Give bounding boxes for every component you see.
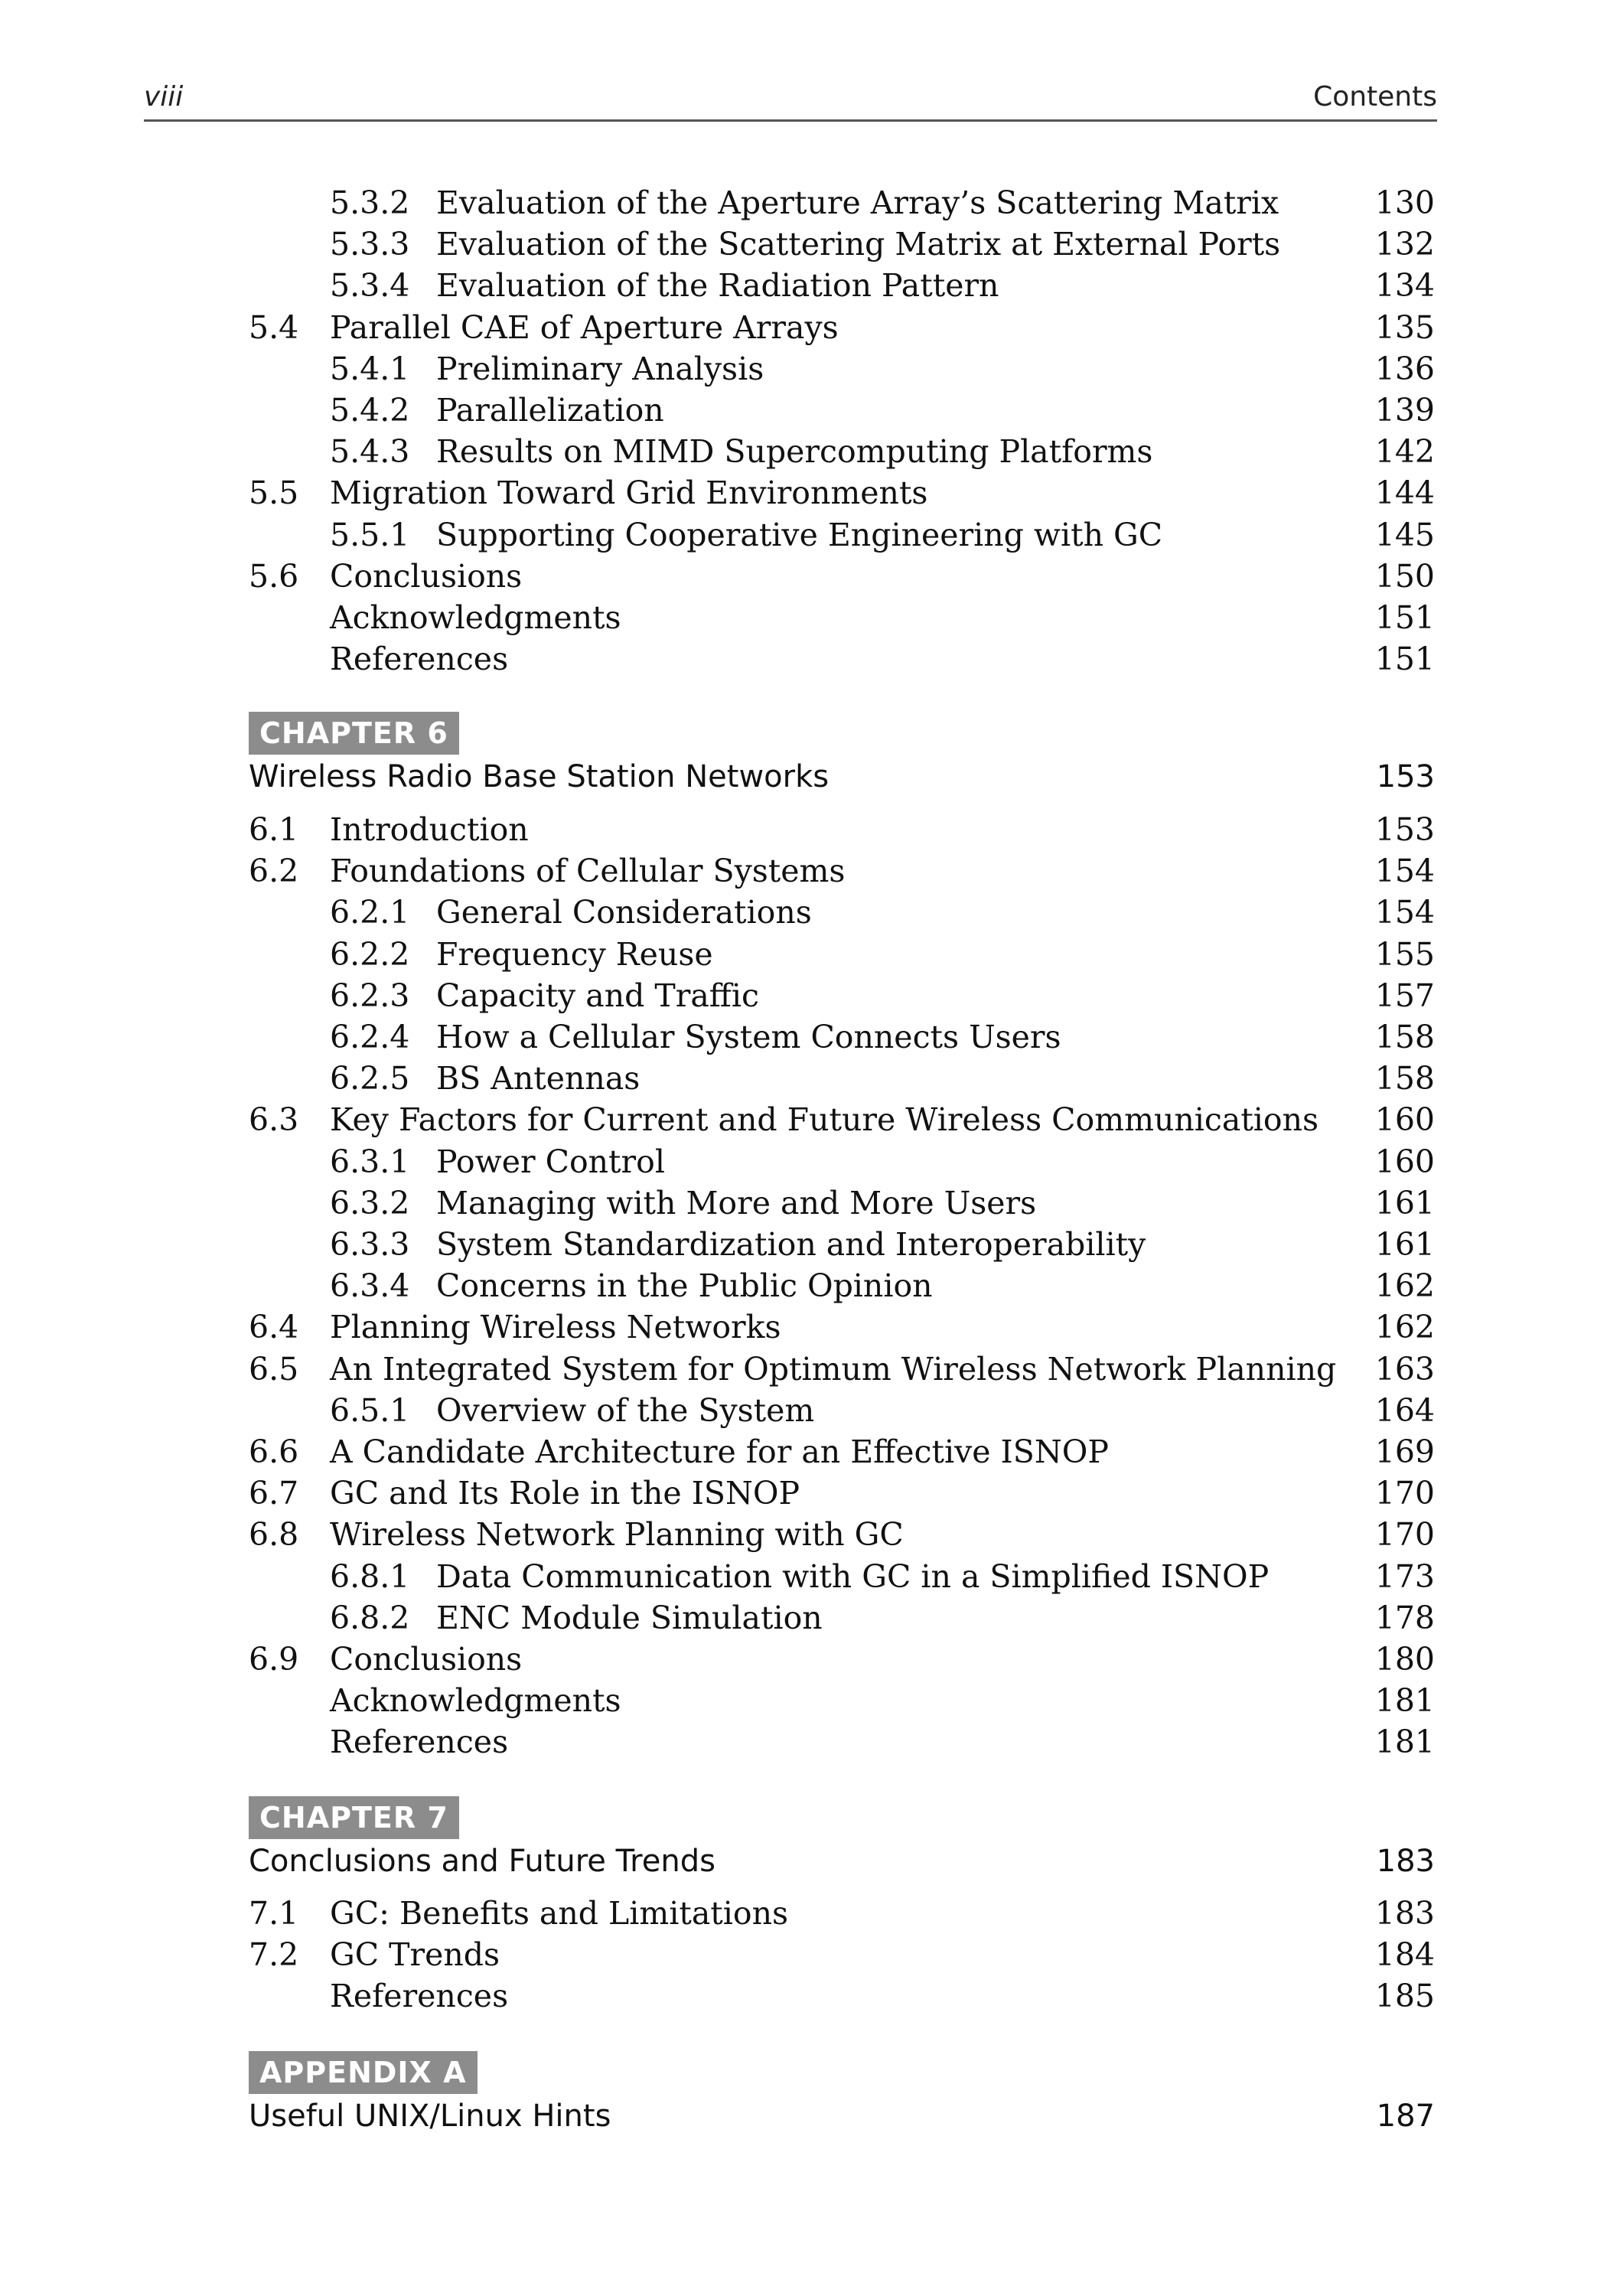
- toc-entry[interactable]: [249, 809, 1435, 850]
- toc-entry[interactable]: [249, 1556, 1435, 1597]
- toc-entry[interactable]: [249, 431, 1435, 472]
- section-number: 6.6: [249, 1433, 299, 1470]
- chapter-title-text: Conclusions and Future Trends: [249, 1844, 715, 1879]
- section-title: Migration Toward Grid Environments: [330, 475, 928, 512]
- section-title: Data Communication with GC in a Simplified ISNOP: [436, 1557, 1270, 1595]
- chapter-6-title[interactable]: [249, 755, 1435, 798]
- section-title: Supporting Cooperative Engineering with GC: [436, 516, 1163, 553]
- toc-entry[interactable]: [249, 556, 1435, 597]
- page-number: 145: [1374, 516, 1435, 553]
- section-number: 6.2: [249, 853, 299, 890]
- section-title: GC and Its Role in the ISNOP: [330, 1475, 800, 1512]
- section-number: 6.5: [249, 1350, 299, 1388]
- section-title: Planning Wireless Networks: [330, 1309, 781, 1346]
- toc-entry[interactable]: [249, 182, 1435, 223]
- page-number: 162: [1374, 1267, 1435, 1305]
- section-number: 5.6: [249, 557, 299, 595]
- toc-entry[interactable]: [249, 1514, 1435, 1555]
- page-number: 151: [1374, 641, 1435, 678]
- section-title: GC: Benefits and Limitations: [330, 1895, 789, 1932]
- toc-entry[interactable]: [249, 1893, 1435, 1934]
- page-number: 142: [1374, 433, 1435, 471]
- section-number: 6.2.3: [330, 977, 410, 1014]
- toc-entry[interactable]: [249, 1349, 1435, 1390]
- page-number: 185: [1374, 1978, 1435, 2015]
- page-number: 144: [1374, 475, 1435, 512]
- toc-entry[interactable]: [249, 348, 1435, 390]
- section-number: 6.3.1: [330, 1143, 410, 1180]
- section-number: 5.3.2: [330, 184, 410, 221]
- section-number: 5.4.2: [330, 392, 410, 429]
- page-number: 134: [1374, 267, 1435, 305]
- toc-entry[interactable]: [249, 638, 1435, 680]
- page-number: 164: [1374, 1391, 1435, 1429]
- page-number: 158: [1374, 1019, 1435, 1055]
- section-number: 5.3.4: [330, 267, 410, 305]
- section-title: An Integrated System for Optimum Wireless Network Planning: [330, 1350, 1337, 1388]
- section-number: 6.5.1: [330, 1391, 410, 1429]
- section-number: 5.5: [249, 475, 299, 512]
- chapter-7-title[interactable]: [249, 1840, 1435, 1883]
- section-title: Introduction: [330, 811, 529, 848]
- section-title: General Considerations: [436, 894, 812, 931]
- section-number: 6.2.1: [330, 894, 410, 931]
- page-number: 154: [1374, 894, 1435, 931]
- page-number: 130: [1374, 184, 1435, 221]
- section-title: GC Trends: [330, 1936, 500, 1974]
- toc-entry[interactable]: [249, 850, 1435, 892]
- page-number: 132: [1374, 226, 1435, 263]
- section-title: Frequency Reuse: [436, 935, 713, 973]
- running-head: [144, 81, 1437, 122]
- toc-entry[interactable]: [249, 1016, 1435, 1058]
- section-title: Key Factors for Current and Future Wireless Communications: [330, 1101, 1319, 1139]
- toc-entry[interactable]: [249, 1473, 1435, 1514]
- section-number: 6.3.2: [330, 1184, 410, 1221]
- section-number: 5.4.1: [330, 350, 410, 387]
- section-title: Concerns in the Public Opinion: [436, 1267, 933, 1305]
- section-title: Wireless Network Planning with GC: [330, 1516, 904, 1554]
- section-title: Acknowledgments: [330, 1682, 621, 1720]
- section-number: 6.4: [249, 1309, 299, 1346]
- toc-entry[interactable]: [249, 1224, 1435, 1265]
- section-number: 5.4.3: [330, 433, 410, 471]
- section-title: References: [330, 641, 509, 678]
- toc-entry[interactable]: [249, 1680, 1435, 1721]
- section-number: 6.8: [249, 1516, 299, 1554]
- page-number: 151: [1374, 599, 1435, 636]
- section-title: ENC Module Simulation: [436, 1599, 823, 1636]
- section-title: System Standardization and Interoperability: [436, 1226, 1146, 1263]
- toc-entry[interactable]: [249, 1597, 1435, 1639]
- section-title: BS Antennas: [436, 1060, 641, 1097]
- toc-entry[interactable]: [249, 472, 1435, 514]
- page-number: 180: [1374, 1641, 1435, 1678]
- toc-entry[interactable]: [249, 390, 1435, 431]
- chapter-7-label: CHAPTER 7: [249, 1796, 459, 1839]
- page-number: 181: [1374, 1724, 1435, 1761]
- chapter-title-text: Useful UNIX/Linux Hints: [249, 2099, 611, 2134]
- page-number: 181: [1374, 1682, 1435, 1720]
- page-number: 135: [1374, 308, 1435, 346]
- section-number: 6.8.2: [330, 1599, 410, 1636]
- section-title: Evaluation of the Scattering Matrix at External Ports: [436, 226, 1281, 263]
- page-number: 161: [1374, 1226, 1435, 1263]
- toc-entry[interactable]: [249, 265, 1435, 306]
- page-number: 158: [1374, 1060, 1435, 1097]
- running-head-title: Contents: [1313, 81, 1437, 113]
- section-number: 6.3.3: [330, 1226, 410, 1263]
- section-title: How a Cellular System Connects Users: [436, 1019, 1061, 1055]
- page-folio: viii: [144, 81, 184, 113]
- page-number: 173: [1374, 1557, 1435, 1595]
- toc-entry[interactable]: [249, 1306, 1435, 1348]
- page-number: 163: [1374, 1350, 1435, 1388]
- chapter-page-number: 183: [1376, 1844, 1435, 1879]
- toc-entry[interactable]: [249, 1721, 1435, 1763]
- page-number: 184: [1374, 1936, 1435, 1974]
- page-number: 170: [1374, 1475, 1435, 1512]
- section-number: 6.2.5: [330, 1060, 410, 1097]
- section-number: 7.2: [249, 1936, 299, 1974]
- section-number: 5.4: [249, 308, 299, 346]
- toc-entry[interactable]: [249, 1182, 1435, 1224]
- page-number: 157: [1374, 977, 1435, 1014]
- chapter-page-number: 153: [1376, 759, 1435, 794]
- section-title: Capacity and Traffic: [436, 977, 759, 1014]
- page-number: 150: [1374, 557, 1435, 595]
- section-number: 6.3: [249, 1101, 299, 1139]
- section-number: 5.3.3: [330, 226, 410, 263]
- toc-entry[interactable]: [249, 1141, 1435, 1182]
- section-title: Conclusions: [330, 1641, 523, 1678]
- section-number: 6.1: [249, 811, 299, 848]
- toc-entry[interactable]: [249, 1639, 1435, 1680]
- toc-entry[interactable]: [249, 307, 1435, 348]
- section-number: 6.9: [249, 1641, 299, 1678]
- section-title: Parallel CAE of Aperture Arrays: [330, 308, 839, 346]
- section-title: Overview of the System: [436, 1391, 815, 1429]
- section-number: 6.2.4: [330, 1019, 410, 1055]
- section-number: 6.2.2: [330, 935, 410, 973]
- chapter-page-number: 187: [1376, 2099, 1435, 2134]
- chapter-title-text: Wireless Radio Base Station Networks: [249, 759, 830, 794]
- section-title: References: [330, 1978, 509, 2015]
- toc-entry[interactable]: [249, 514, 1435, 556]
- section-title: A Candidate Architecture for an Effective ISNOP: [330, 1433, 1109, 1470]
- appendix-a-title[interactable]: [249, 2095, 1435, 2138]
- toc-entry[interactable]: [249, 1390, 1435, 1431]
- section-title: References: [330, 1724, 509, 1761]
- toc-entry[interactable]: [249, 934, 1435, 975]
- page-number: 169: [1374, 1433, 1435, 1470]
- section-title: Parallelization: [436, 392, 664, 429]
- section-title: Managing with More and More Users: [436, 1184, 1037, 1221]
- toc-entry[interactable]: [249, 975, 1435, 1016]
- section-title: Foundations of Cellular Systems: [330, 853, 846, 890]
- section-number: 6.8.1: [330, 1557, 410, 1595]
- section-number: 7.1: [249, 1895, 299, 1932]
- section-number: 5.5.1: [330, 516, 410, 553]
- appendix-a-label: APPENDIX A: [249, 2051, 478, 2094]
- section-title: Conclusions: [330, 557, 523, 595]
- page-number: 160: [1374, 1143, 1435, 1180]
- section-title: Evaluation of the Aperture Array’s Scattering Matrix: [436, 184, 1279, 221]
- page-number: 161: [1374, 1184, 1435, 1221]
- page-number: 183: [1374, 1895, 1435, 1932]
- page-number: 170: [1374, 1516, 1435, 1554]
- toc-entry[interactable]: [249, 1099, 1435, 1140]
- page-number: 139: [1374, 392, 1435, 429]
- page-number: 178: [1374, 1599, 1435, 1636]
- page-number: 136: [1374, 350, 1435, 387]
- toc-entry[interactable]: [249, 1934, 1435, 1975]
- page-number: 153: [1374, 811, 1435, 848]
- toc-entry[interactable]: [249, 1431, 1435, 1473]
- toc-entry[interactable]: [249, 1265, 1435, 1306]
- toc-entry[interactable]: [249, 1975, 1435, 2017]
- section-title: Power Control: [436, 1143, 665, 1180]
- toc-entry[interactable]: [249, 597, 1435, 638]
- toc-entry[interactable]: [249, 223, 1435, 265]
- page-number: 155: [1374, 935, 1435, 973]
- chapter-6-label: CHAPTER 6: [249, 712, 459, 755]
- page-number: 154: [1374, 853, 1435, 890]
- section-title: Acknowledgments: [330, 599, 621, 636]
- page-number: 162: [1374, 1309, 1435, 1346]
- section-number: 6.7: [249, 1475, 299, 1512]
- toc-entry[interactable]: [249, 1058, 1435, 1099]
- section-title: Preliminary Analysis: [436, 350, 764, 387]
- page-number: 160: [1374, 1101, 1435, 1139]
- section-number: 6.3.4: [330, 1267, 410, 1305]
- section-title: Evaluation of the Radiation Pattern: [436, 267, 999, 305]
- section-title: Results on MIMD Supercomputing Platforms: [436, 433, 1153, 471]
- toc-entry[interactable]: [249, 892, 1435, 933]
